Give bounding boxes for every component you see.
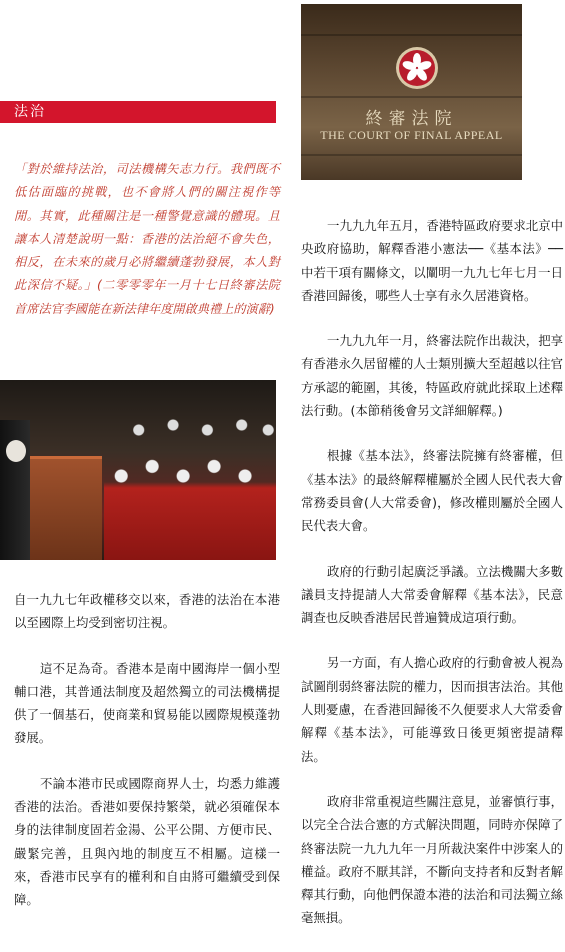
hksar-emblem-icon <box>399 50 435 86</box>
right-paragraph-1: 一九九九年五月，香港特區政府要求北京中央政府協助，解釋香港小憲法──《基本法》──中若干項有關條文，以闡明一九九七年七月一日香港回歸後，哪些人士享有永久居港資格。 <box>301 218 563 303</box>
speaker-wig <box>6 440 26 462</box>
left-paragraph-3: 不論本港市民或國際商界人士，均悉力維護香港的法治。香港如要保持繁榮，就必須確保本身的法律制度固若金湯、公平公開、方便市民、嚴緊完善，且與內地的制度互不相屬。這樣一來，香港市民享有的權利和自由將可繼續受到保障。 <box>14 775 280 908</box>
court-sign-english: THE COURT OF FINAL APPEAL <box>320 128 503 142</box>
right-paragraph-3: 根據《基本法》，終審法院擁有終審權，但《基本法》的最終解釋權屬於全國人民代表大會常務委員會(人大常委會)，修改權則屬於全國人民代表大會。 <box>301 448 563 534</box>
court-sign-chinese: 終審法院 <box>365 109 458 129</box>
section-title-bar <box>0 101 276 123</box>
right-column <box>301 214 563 952</box>
left-column <box>14 588 280 934</box>
right-paragraph-2: 一九九九年一月，終審法院作出裁決，把享有香港永久居留權的人士類別擴大至超越以往官方承認的範圍，其後，特區政府就此採取上述釋法行動。(本節稍後會另文詳細解釋。) <box>301 333 563 419</box>
legal-year-ceremony-photo <box>0 380 276 560</box>
right-paragraph-6: 政府非常重視這些關注意見，並審慎行事，以完全合法合憲的方式解決問題，同時亦保障了終審法院一九九九年一月所裁決案件中涉案人的權益。政府不厭其詳，不斷向支持者和反對者解釋其行動，向他們保證本港的法治和司法獨立絲毫無損。 <box>301 793 563 926</box>
section-title: 法治 <box>14 104 46 120</box>
right-paragraph-4: 政府的行動引起廣泛爭議。立法機關大多數議員支持提請人大常委會解釋《基本法》，民意調查也反映香港居民普遍贊成這項行動。 <box>301 563 563 626</box>
chief-justice-quote: 「對於維持法治，司法機構矢志力行。我們既不低估面臨的挑戰，也不會將人們的關注視作等閒。其實，此種關注是一種警覺意識的體現。且讓本人清楚說明一點：香港的法治絕不會失色，相反，在未來的歲月必將繼續蓬勃發展，本人對此深信不疑。」(二零零零年一月十七日終審法院首席法官李國能在新法律年度開啟典禮上的演辭) <box>14 162 280 316</box>
left-paragraph-2: 這不足為奇。香港本是南中國海岸一個小型輔口港，其普通法制度及超然獨立的司法機構提供了一個基石，使商業和貿易能以國際規模蓬勃發展。 <box>14 660 280 746</box>
left-paragraph-1: 自一九九七年政權移交以來，香港的法治在本港以至國際上均受到密切注視。 <box>14 592 280 631</box>
right-paragraph-5: 另一方面，有人擔心政府的行動會被人視為試圖削弱終審法院的權力，因而損害法治。其他人則憂慮，在香港回歸後不久便要求人大常委會解釋《基本法》，可能導致日後更頻密提請釋法。 <box>301 655 563 764</box>
judges-front-row <box>104 440 276 560</box>
speaker-figure <box>0 420 30 560</box>
court-of-final-appeal-photo <box>301 4 522 180</box>
lectern <box>30 456 102 560</box>
